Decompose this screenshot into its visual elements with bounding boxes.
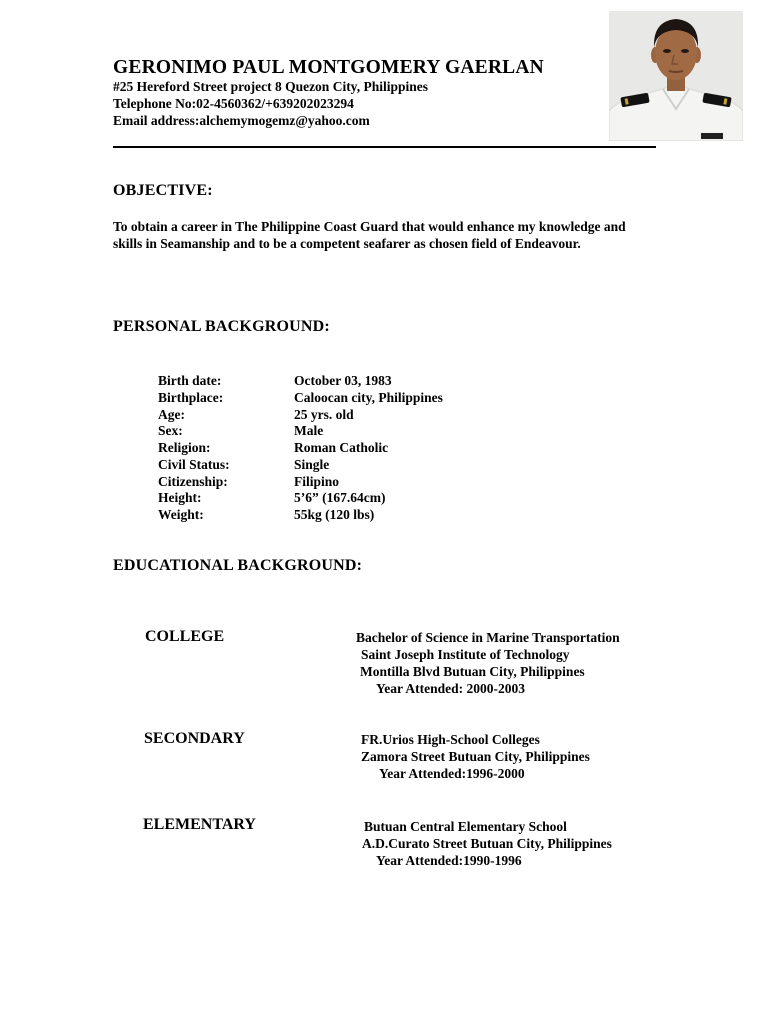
elementary-address: A.D.Curato Street Butuan City, Philippines: [362, 836, 612, 851]
college-level-label: COLLEGE: [145, 628, 225, 645]
personal-label: Sex:: [158, 423, 183, 439]
personal-label: Birthplace:: [158, 389, 224, 405]
portrait-photo: [609, 11, 743, 141]
telephone-line: Telephone No:02-4560362/+639202023294: [113, 96, 354, 111]
educational-background-heading: EDUCATIONAL BACKGROUND:: [113, 557, 363, 574]
elementary-years: Year Attended:1990-1996: [376, 853, 522, 868]
personal-values: [294, 373, 443, 524]
personal-value: 5’6” (167.64cm): [294, 490, 386, 506]
applicant-name: GERONIMO PAUL MONTGOMERY GAERLAN: [113, 57, 544, 78]
secondary-years: Year Attended:1996-2000: [379, 766, 525, 781]
college-degree: Bachelor of Science in Marine Transportation: [356, 630, 620, 645]
personal-value: Caloocan city, Philippines: [294, 389, 443, 405]
personal-label: Citizenship:: [158, 473, 228, 489]
college-address: Montilla Blvd Butuan City, Philippines: [360, 664, 585, 679]
college-details: [356, 629, 620, 697]
elementary-details: [364, 818, 612, 869]
portrait-photo-icon: [609, 11, 743, 141]
objective-heading: OBJECTIVE:: [113, 182, 213, 199]
personal-value: 55kg (120 lbs): [294, 507, 375, 522]
college-years: Year Attended: 2000-2003: [376, 681, 525, 696]
college-school: Saint Joseph Institute of Technology: [361, 647, 570, 662]
personal-labels: [158, 373, 230, 524]
personal-value: 25 yrs. old: [294, 406, 354, 422]
personal-value: Filipino: [294, 473, 340, 489]
personal-label: Civil Status:: [158, 456, 230, 472]
secondary-details: [361, 731, 590, 782]
personal-label: Age:: [158, 406, 185, 422]
personal-value: Male: [294, 423, 324, 439]
address-line: #25 Hereford Street project 8 Quezon City, Philippines: [113, 79, 428, 94]
secondary-school: FR.Urios High-School Colleges: [361, 732, 540, 747]
personal-label: Religion:: [158, 440, 211, 455]
personal-value: October 03, 1983: [294, 373, 392, 388]
personal-value: Single: [294, 456, 330, 472]
elementary-level-label: ELEMENTARY: [143, 816, 256, 833]
header-divider: [113, 146, 656, 148]
personal-label: Height:: [158, 490, 202, 506]
personal-background-heading: PERSONAL BACKGROUND:: [113, 318, 330, 335]
secondary-level-label: SECONDARY: [144, 730, 245, 747]
objective-text: To obtain a career in The Philippine Coast Guard that would enhance my knowledge and skills in Seamanship and to be a competent seafarer as chosen field of Endeavour.: [113, 219, 626, 251]
secondary-address: Zamora Street Butuan City, Philippines: [361, 749, 590, 764]
personal-label: Birth date:: [158, 373, 222, 388]
personal-value: Roman Catholic: [294, 440, 389, 455]
email-line: Email address:alchemymogemz@yahoo.com: [113, 113, 370, 128]
elementary-school: Butuan Central Elementary School: [364, 819, 567, 834]
personal-label: Weight:: [158, 507, 204, 522]
